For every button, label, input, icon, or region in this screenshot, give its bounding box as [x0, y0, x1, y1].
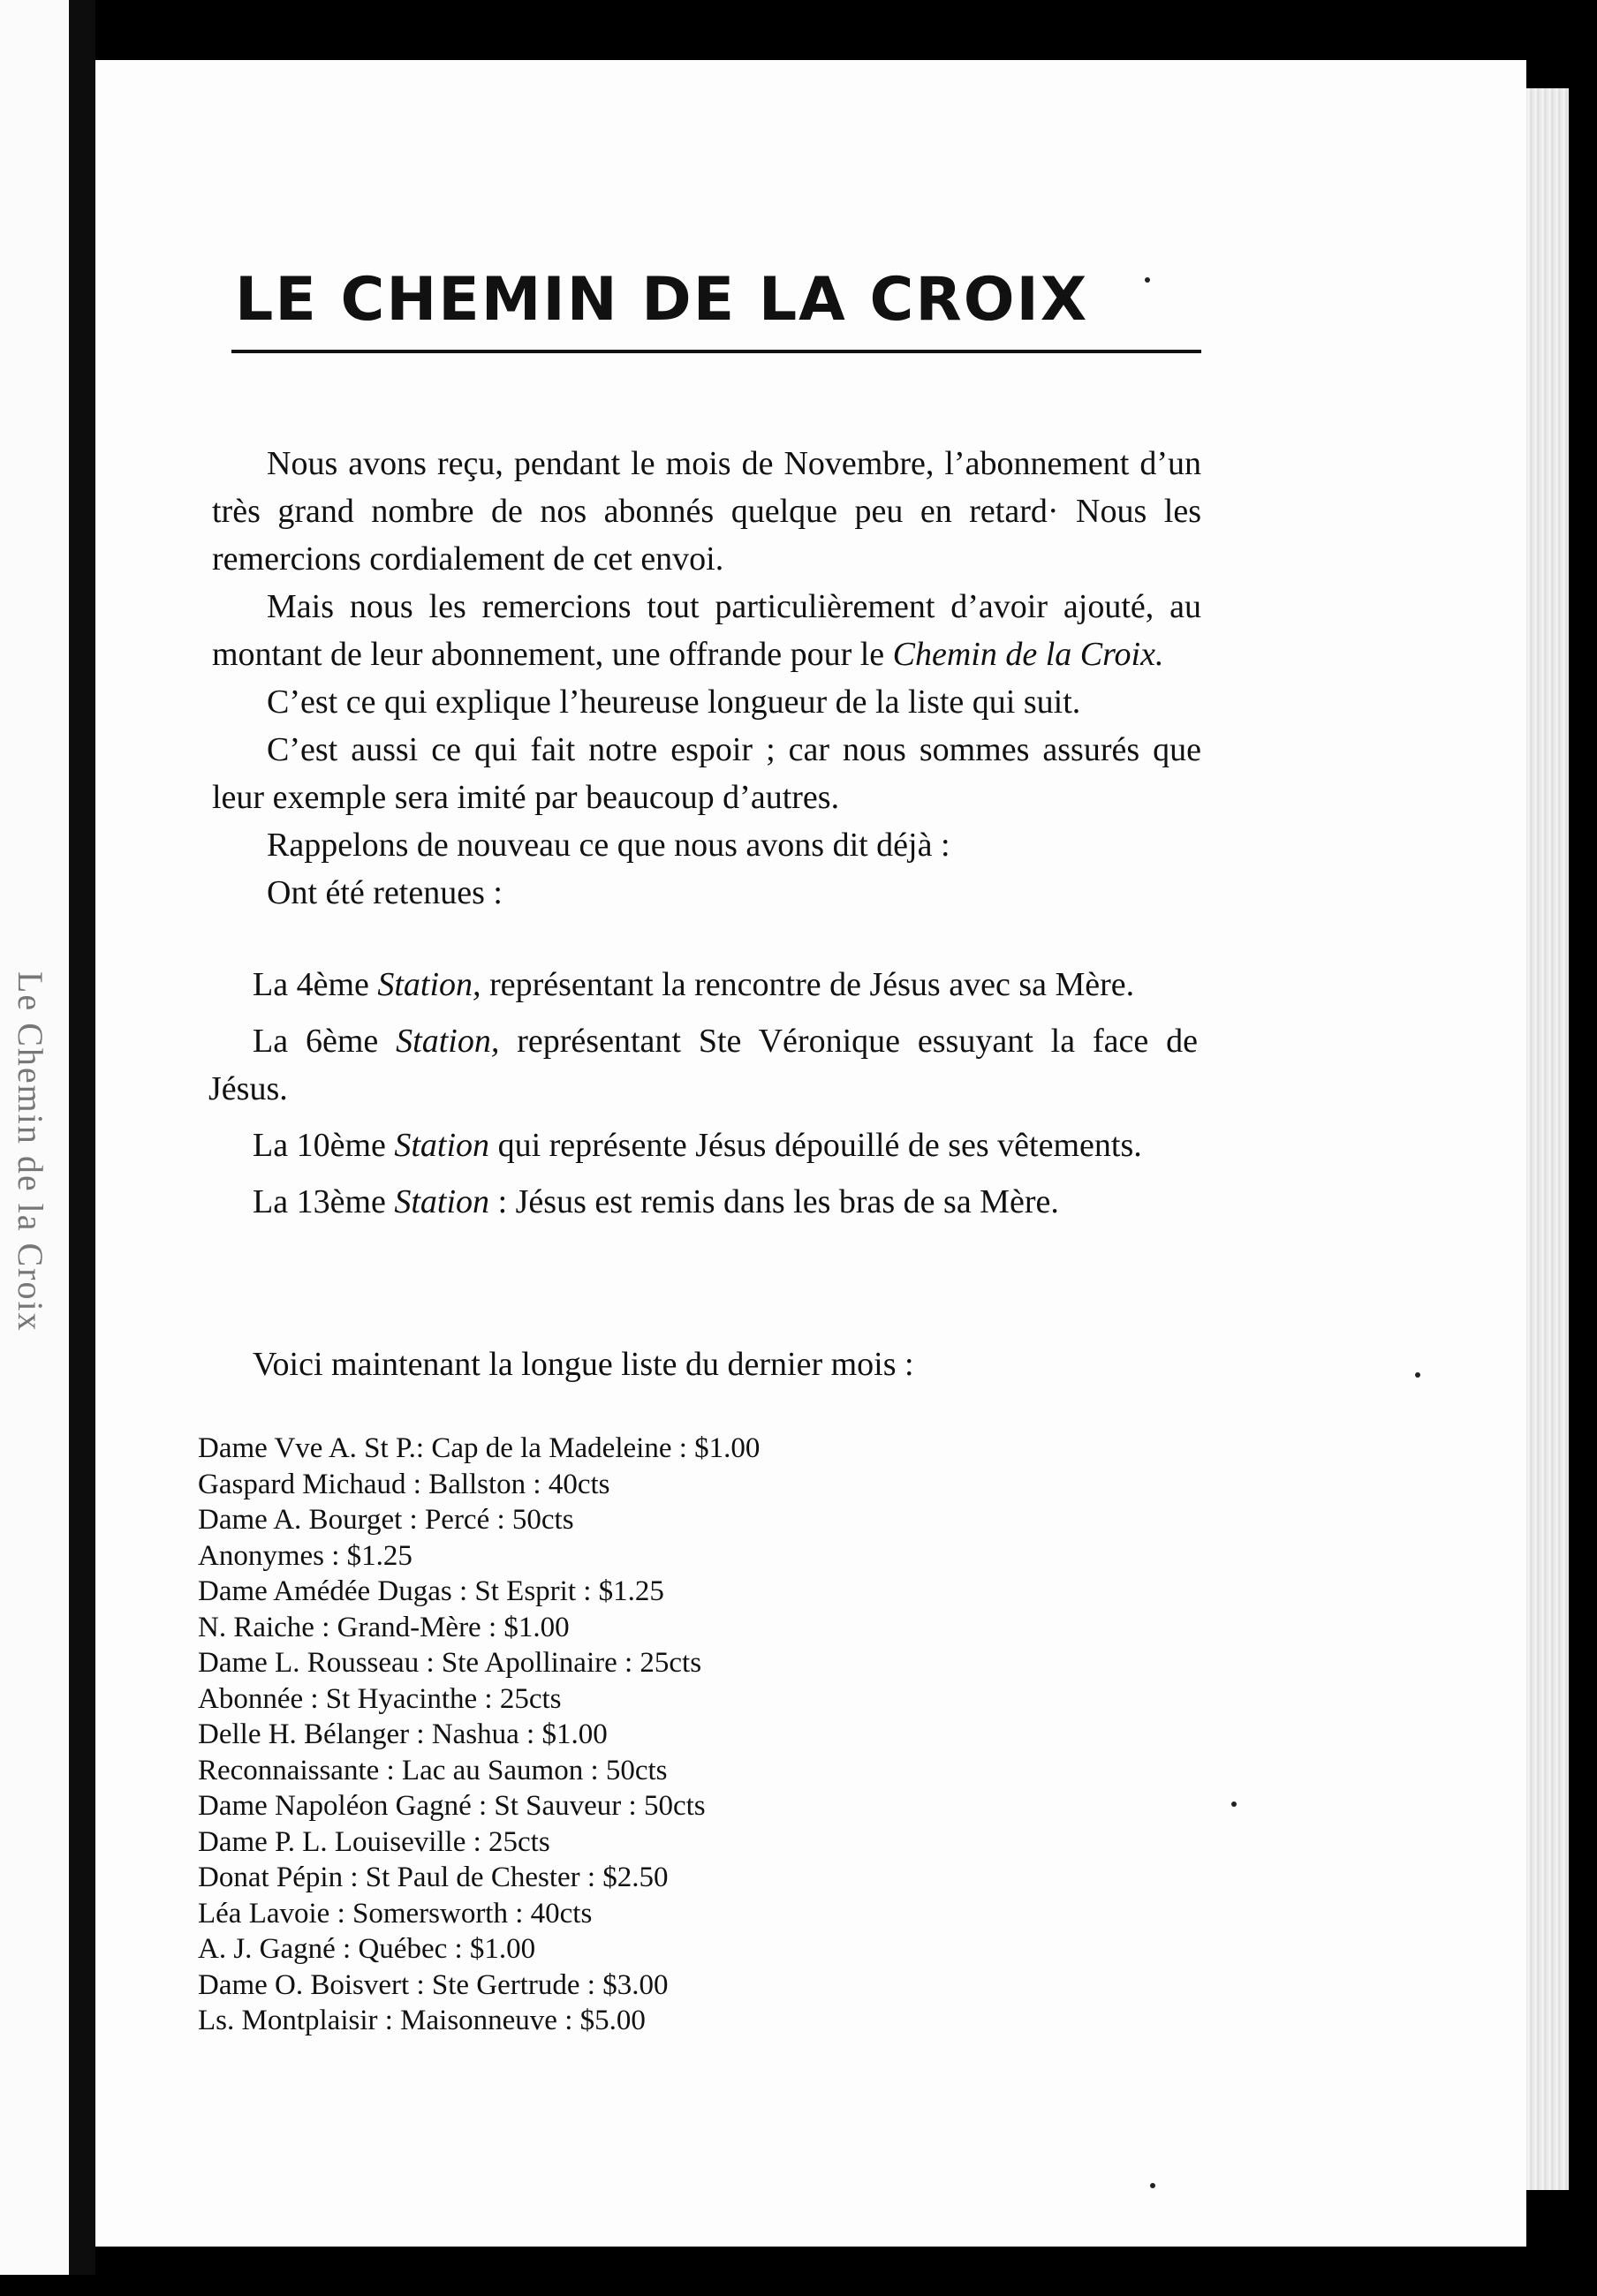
station-prefix: La 6ème	[253, 1023, 397, 1060]
stations-list	[208, 961, 1198, 1235]
page-title: LE CHEMIN DE LA CROIX	[235, 265, 1089, 335]
station-item	[208, 961, 1198, 1008]
intro-paragraph-4: C’est aussi ce qui fait notre espoir ; car nous sommes assurés que leur exemple sera imité par beaucoup d’autres.	[212, 731, 1201, 816]
print-speck	[1145, 277, 1150, 283]
intro-paragraph-3: C’est ce qui explique l’heureuse longueur de la liste qui suit.	[267, 684, 1081, 721]
donor-entry: Léa Lavoie : Somersworth : 40cts	[198, 1897, 593, 1930]
list-intro: Voici maintenant la longue liste du dernier mois :	[253, 1346, 914, 1383]
donor-entry: Dame A. Bourget : Percé : 50cts	[198, 1504, 574, 1536]
station-prefix: La 10ème	[253, 1127, 395, 1164]
intro-paragraph-5: Rappelons de nouveau ce que nous avons dit déjà :	[267, 827, 950, 864]
donor-entry: Donat Pépin : St Paul de Chester : $2.50	[198, 1862, 669, 1893]
donor-entry: Ls. Montplaisir : Maisonneuve : $5.00	[198, 2005, 646, 2036]
donor-entry: Anonymes : $1.25	[198, 1539, 412, 1572]
intro-paragraph-1: Nous avons reçu, pendant le mois de Novembre, l’abonnement d’un très grand nombre de nos abonnés quelque peu en retard· Nous les remercions cordialement de cet envoi.	[212, 445, 1201, 578]
station-item	[208, 1122, 1198, 1169]
donor-entry: Gaspard Michaud : Ballston : 40cts	[198, 1468, 610, 1500]
donor-entry: Dame Vve A. St P.: Cap de la Madeleine : $1.00	[198, 1432, 761, 1464]
print-speck	[1150, 2183, 1155, 2188]
station-prefix: La 13ème	[253, 1183, 395, 1220]
print-speck	[1415, 1372, 1420, 1378]
donor-entry: Dame L. Rousseau : Ste Apollinaire : 25cts	[198, 1647, 702, 1679]
station-text: qui représente Jésus dépouillé de ses vêtements.	[489, 1127, 1142, 1164]
station-item	[208, 1017, 1198, 1113]
donor-list	[198, 1431, 1169, 2039]
intro-paragraph-2	[212, 583, 1201, 678]
title-underline	[231, 350, 1201, 353]
intro-paragraph-2-italic: Chemin de la Croix.	[892, 636, 1164, 673]
station-prefix: La 4ème	[253, 966, 378, 1003]
facing-page-edge	[0, 0, 69, 2275]
station-italic: Station	[394, 1127, 490, 1164]
station-italic: Station,	[377, 966, 481, 1003]
intro-text	[212, 440, 1201, 917]
donor-entry: Dame Amédée Dugas : St Esprit : $1.25	[198, 1575, 664, 1607]
print-speck	[1231, 1801, 1237, 1807]
station-text: représentant la rencontre de Jésus avec sa Mère.	[481, 966, 1135, 1003]
book-gutter	[69, 0, 95, 2275]
station-italic: Station	[394, 1183, 490, 1220]
donor-entry: N. Raiche : Grand-Mère : $1.00	[198, 1611, 570, 1643]
intro-paragraph-2-text: Mais nous les remercions tout particulièrement d’avoir ajouté, au montant de leur abonnement, une offrande pour le	[212, 588, 1201, 673]
station-text: : Jésus est remis dans les bras de sa Mère.	[489, 1183, 1059, 1220]
donor-entry: Abonnée : St Hyacinthe : 25cts	[198, 1682, 562, 1715]
donor-entry: Reconnaissante : Lac au Saumon : 50cts	[198, 1754, 668, 1786]
donor-entry: Dame P. L. Louiseville : 25cts	[198, 1825, 550, 1858]
donor-entry: Dame Napoléon Gagné : St Sauveur : 50cts	[198, 1790, 706, 1822]
donor-entry: Delle H. Bélanger : Nashua : $1.00	[198, 1718, 608, 1750]
station-text: représentant Ste Véronique essuyant la face de Jésus.	[208, 1023, 1198, 1107]
intro-paragraph-6: Ont été retenues :	[267, 874, 503, 911]
station-italic: Station,	[396, 1023, 500, 1060]
donor-entry: Dame O. Boisvert : Ste Gertrude : $3.00	[198, 1968, 669, 2001]
facing-page-text: Le Chemin de la Croix	[11, 971, 50, 1333]
donor-entry: A. J. Gagné : Québec : $1.00	[198, 1933, 536, 1965]
station-item	[208, 1178, 1198, 1226]
page-stack-edges	[1526, 88, 1569, 2190]
